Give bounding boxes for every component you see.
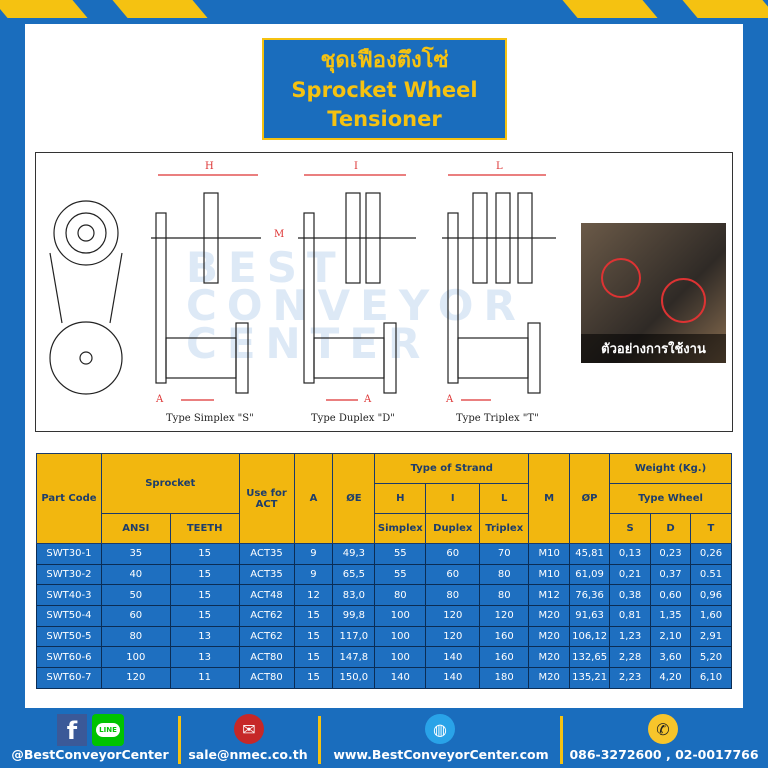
cell-i: 120	[426, 606, 480, 627]
cell-l: 70	[480, 544, 529, 565]
cell-part-code: SWT50-4	[37, 606, 102, 627]
cell-part-code: SWT60-7	[37, 668, 102, 689]
watermark-line: CENTER	[186, 319, 431, 368]
cell-teeth: 13	[170, 647, 239, 668]
cell-part-code: SWT30-1	[37, 544, 102, 565]
title-box	[262, 38, 507, 140]
title-thai: ชุดเฟืองตึงโซ่	[320, 48, 449, 73]
dim-h: H	[205, 161, 214, 172]
cell-weight-t: 2,91	[690, 626, 731, 647]
cell-act: ACT80	[239, 668, 294, 689]
social-handle[interactable]: @BestConveyorCenter	[11, 747, 169, 762]
header-use-for	[239, 454, 294, 544]
cell-weight-d: 4,20	[651, 668, 691, 689]
cell-weight-d: 2,10	[651, 626, 691, 647]
cell-m: M20	[529, 626, 570, 647]
header-ansi: ANSI	[101, 514, 170, 544]
header-weight: Weight (Kg.)	[610, 454, 732, 484]
dim-m: M	[274, 229, 285, 240]
cell-op: 106,12	[570, 626, 610, 647]
decor-stripe	[0, 0, 88, 18]
header-simplex: Simplex	[375, 514, 426, 544]
cell-l: 160	[480, 626, 529, 647]
triplex-drawing	[442, 175, 556, 400]
header-use-for-label: Use for	[246, 487, 287, 499]
header-oe: ØE	[333, 454, 375, 544]
cell-h: 80	[375, 585, 426, 606]
cell-weight-t: 0,96	[690, 585, 731, 606]
header-a: A	[294, 454, 333, 544]
divider	[318, 716, 321, 764]
table-row	[37, 544, 732, 565]
cell-teeth: 15	[170, 585, 239, 606]
cell-weight-d: 0,23	[651, 544, 691, 565]
cell-ansi: 120	[101, 668, 170, 689]
cell-teeth: 13	[170, 626, 239, 647]
header-part-code: Part Code	[37, 454, 102, 544]
photo-caption: ตัวอย่างการใช้งาน	[581, 334, 726, 363]
caption-triplex: Type Triplex "T"	[456, 413, 539, 424]
divider	[178, 716, 181, 764]
header-sprocket: Sprocket	[101, 454, 239, 514]
cell-ansi: 35	[101, 544, 170, 565]
cell-ansi: 50	[101, 585, 170, 606]
cell-weight-s: 0,13	[610, 544, 651, 565]
cell-h: 100	[375, 606, 426, 627]
decor-stripe	[112, 0, 207, 18]
cell-weight-s: 0,81	[610, 606, 651, 627]
header-h: H	[375, 484, 426, 514]
cell-h: 140	[375, 668, 426, 689]
header-op: ØP	[570, 454, 610, 544]
cell-m: M10	[529, 564, 570, 585]
cell-i: 120	[426, 626, 480, 647]
duplex-drawing	[298, 175, 416, 400]
cell-m: M20	[529, 668, 570, 689]
globe-icon: ◍	[425, 714, 455, 744]
cell-a: 9	[294, 564, 333, 585]
cell-weight-s: 0,38	[610, 585, 651, 606]
watermark-line: CONVEYOR	[186, 281, 526, 330]
spec-table	[36, 453, 732, 689]
table-row	[37, 606, 732, 627]
cell-ansi: 40	[101, 564, 170, 585]
dim-i: I	[354, 161, 358, 172]
facebook-icon: f	[57, 714, 87, 746]
dim-a: A	[446, 394, 454, 405]
header-duplex: Duplex	[426, 514, 480, 544]
cell-ansi: 80	[101, 626, 170, 647]
header-type-wheel: Type Wheel	[610, 484, 732, 514]
cell-oe: 65,5	[333, 564, 375, 585]
phone-number[interactable]: 086-3272600 , 02-0017766	[569, 747, 759, 762]
cell-act: ACT35	[239, 544, 294, 565]
cell-m: M12	[529, 585, 570, 606]
cell-act: ACT62	[239, 606, 294, 627]
cell-weight-s: 2,23	[610, 668, 651, 689]
cell-teeth: 11	[170, 668, 239, 689]
cell-h: 55	[375, 564, 426, 585]
decor-stripe	[562, 0, 657, 18]
caption-duplex: Type Duplex "D"	[311, 413, 395, 424]
cell-a: 15	[294, 647, 333, 668]
cell-i: 140	[426, 647, 480, 668]
technical-diagram	[35, 152, 733, 432]
cell-op: 132,65	[570, 647, 610, 668]
cell-a: 9	[294, 544, 333, 565]
simplex-drawing	[151, 175, 261, 400]
phone-icon: ✆	[648, 714, 678, 744]
cell-m: M10	[529, 544, 570, 565]
cell-a: 15	[294, 606, 333, 627]
cell-a: 15	[294, 626, 333, 647]
cell-m: M20	[529, 606, 570, 627]
cell-i: 140	[426, 668, 480, 689]
header-t: T	[690, 514, 731, 544]
cell-weight-d: 0,37	[651, 564, 691, 585]
side-view-sprocket-icon	[50, 201, 122, 394]
cell-ansi: 100	[101, 647, 170, 668]
cell-act: ACT48	[239, 585, 294, 606]
table-body	[37, 544, 732, 689]
title-line2: Tensioner	[327, 107, 442, 131]
cell-weight-s: 0,21	[610, 564, 651, 585]
dim-a: A	[156, 394, 164, 405]
cell-part-code: SWT30-2	[37, 564, 102, 585]
cell-weight-t: 0.51	[690, 564, 731, 585]
cell-ansi: 60	[101, 606, 170, 627]
cell-teeth: 15	[170, 544, 239, 565]
dim-a: A	[364, 394, 372, 405]
cell-weight-d: 0,60	[651, 585, 691, 606]
cell-teeth: 15	[170, 564, 239, 585]
cell-part-code: SWT60-6	[37, 647, 102, 668]
cell-weight-d: 3,60	[651, 647, 691, 668]
footer	[0, 712, 768, 768]
cell-oe: 150,0	[333, 668, 375, 689]
cell-weight-t: 6,10	[690, 668, 731, 689]
application-photo	[581, 223, 726, 363]
cell-l: 80	[480, 564, 529, 585]
photo-highlight	[661, 278, 706, 323]
cell-teeth: 15	[170, 606, 239, 627]
line-icon-label: LINE	[96, 723, 120, 737]
header-s: S	[610, 514, 651, 544]
cell-part-code: SWT40-3	[37, 585, 102, 606]
cell-op: 45,81	[570, 544, 610, 565]
cell-h: 55	[375, 544, 426, 565]
header-type-of-strand: Type of Strand	[375, 454, 529, 484]
cell-weight-s: 2,28	[610, 647, 651, 668]
cell-l: 180	[480, 668, 529, 689]
cell-op: 135,21	[570, 668, 610, 689]
cell-oe: 49,3	[333, 544, 375, 565]
table-row	[37, 564, 732, 585]
cell-a: 12	[294, 585, 333, 606]
header-i: I	[426, 484, 480, 514]
cell-weight-t: 1,60	[690, 606, 731, 627]
cell-act: ACT35	[239, 564, 294, 585]
cell-oe: 99,8	[333, 606, 375, 627]
cell-h: 100	[375, 647, 426, 668]
cell-h: 100	[375, 626, 426, 647]
divider	[560, 716, 563, 764]
dim-l: L	[496, 161, 503, 172]
table-row	[37, 668, 732, 689]
website-link[interactable]: www.BestConveyorCenter.com	[333, 747, 549, 762]
cell-a: 15	[294, 668, 333, 689]
cell-op: 61,09	[570, 564, 610, 585]
title-line1: Sprocket Wheel	[291, 78, 478, 102]
header-d: D	[651, 514, 691, 544]
cell-weight-d: 1,35	[651, 606, 691, 627]
table-row	[37, 585, 732, 606]
cell-i: 80	[426, 585, 480, 606]
cell-i: 60	[426, 564, 480, 585]
cell-m: M20	[529, 647, 570, 668]
table-row	[37, 647, 732, 668]
line-icon	[92, 714, 124, 746]
cell-l: 120	[480, 606, 529, 627]
cell-oe: 147,8	[333, 647, 375, 668]
header-m: M	[529, 454, 570, 544]
caption-simplex: Type Simplex "S"	[166, 413, 254, 424]
cell-l: 160	[480, 647, 529, 668]
header-triplex: Triplex	[480, 514, 529, 544]
cell-weight-t: 0,26	[690, 544, 731, 565]
cell-oe: 83,0	[333, 585, 375, 606]
header-act-label: ACT	[255, 498, 278, 510]
cell-weight-t: 5,20	[690, 647, 731, 668]
table-row	[37, 626, 732, 647]
header-l: L	[480, 484, 529, 514]
cell-oe: 117,0	[333, 626, 375, 647]
email-icon: ✉	[234, 714, 264, 744]
header-teeth: TEETH	[170, 514, 239, 544]
cell-act: ACT80	[239, 647, 294, 668]
cell-op: 91,63	[570, 606, 610, 627]
watermark-line: BEST	[186, 243, 346, 292]
cell-act: ACT62	[239, 626, 294, 647]
decor-stripe	[682, 0, 768, 18]
cell-op: 76,36	[570, 585, 610, 606]
cell-weight-s: 1,23	[610, 626, 651, 647]
cell-i: 60	[426, 544, 480, 565]
email-link[interactable]: sale@nmec.co.th	[188, 747, 308, 762]
cell-l: 80	[480, 585, 529, 606]
photo-highlight	[601, 258, 641, 298]
cell-part-code: SWT50-5	[37, 626, 102, 647]
